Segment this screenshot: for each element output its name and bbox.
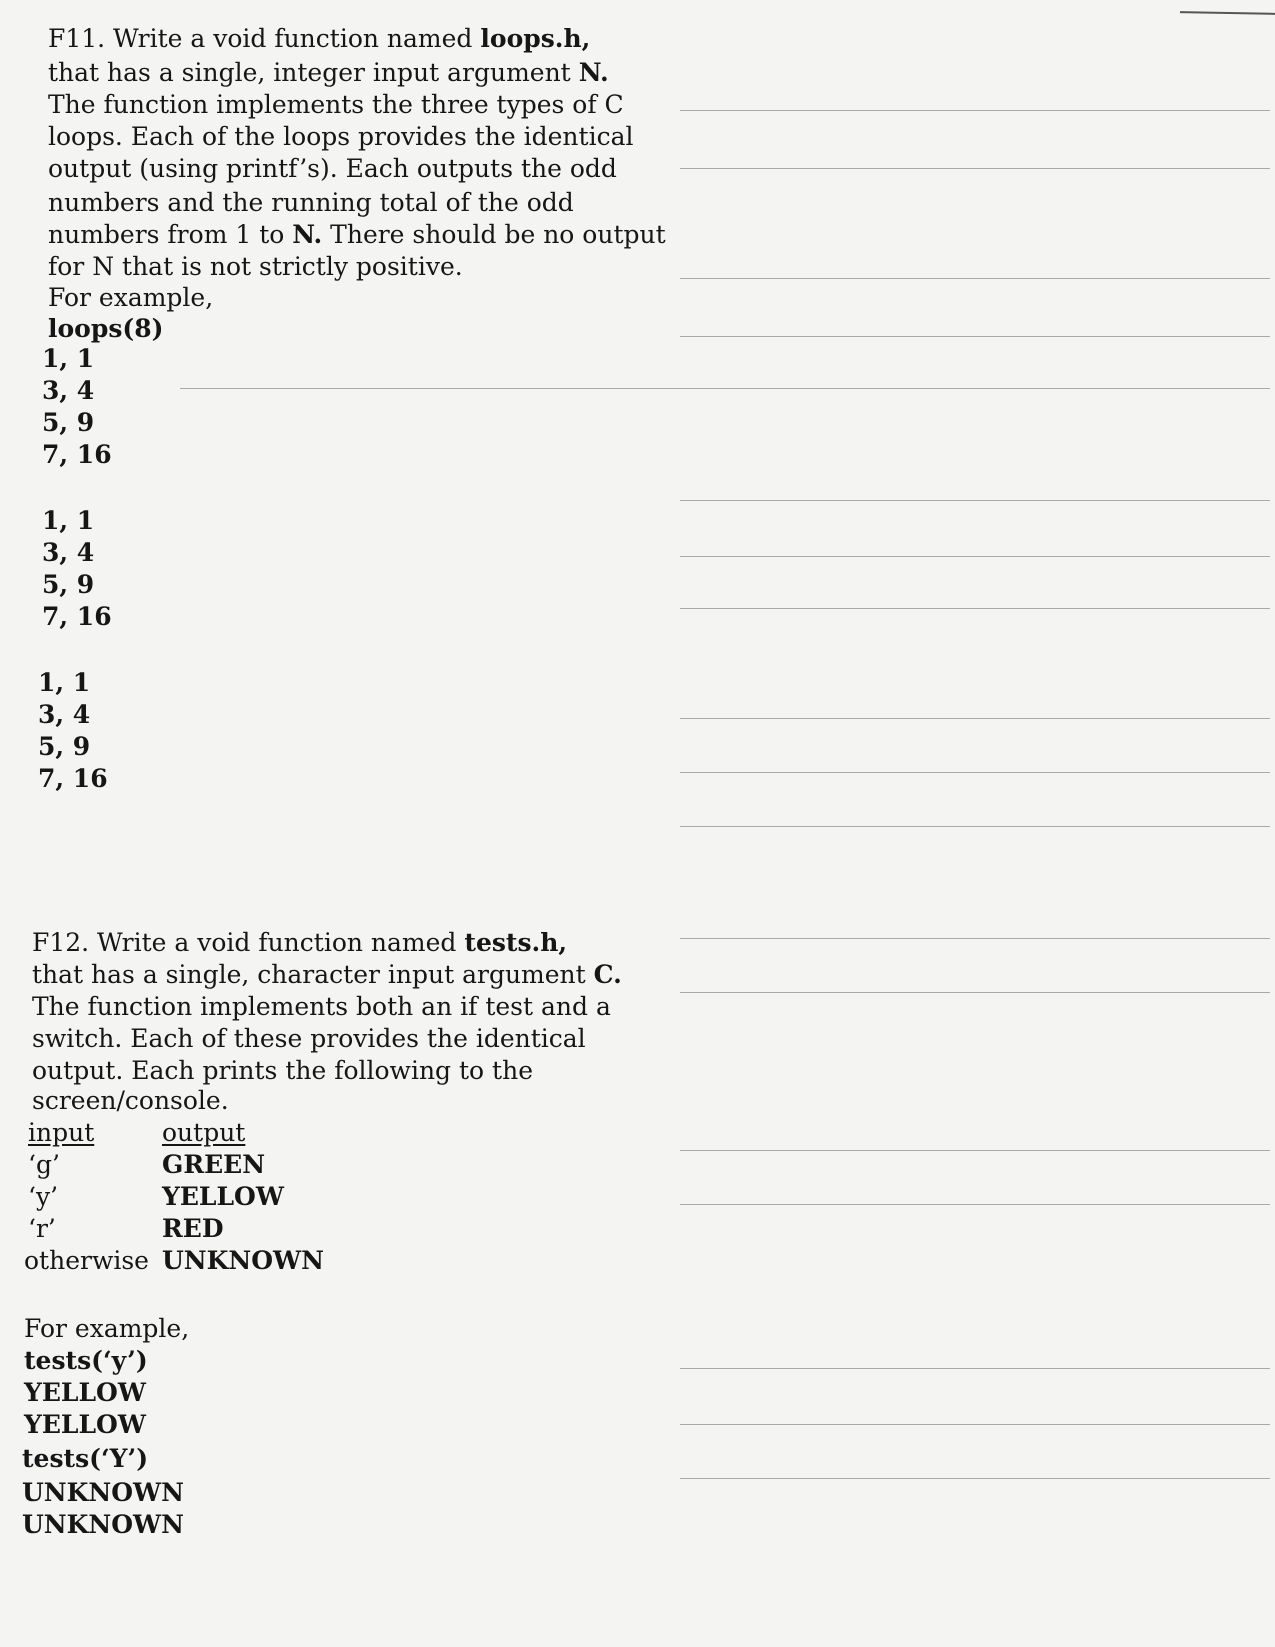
f12-prompt-line: output. Each prints the following to the	[32, 1056, 533, 1085]
output-line: 1, 1	[38, 668, 91, 697]
example-line: tests(‘y’)	[24, 1346, 148, 1375]
answer-line	[680, 278, 1270, 279]
f11-prompt-line: F11. Write a void function named loops.h,	[48, 24, 591, 53]
f12-prompt-line: that has a single, character input argument C.	[32, 960, 622, 989]
answer-line	[680, 608, 1270, 609]
example-line: YELLOW	[24, 1410, 146, 1439]
output-line: 5, 9	[38, 732, 91, 761]
answer-line	[680, 1478, 1270, 1479]
output-line: 1, 1	[42, 344, 95, 373]
example-line: UNKNOWN	[22, 1478, 184, 1507]
answer-line	[680, 992, 1270, 993]
answer-line	[680, 718, 1270, 719]
f11-example-label: For example,	[48, 283, 214, 312]
page-edge-mark	[1180, 11, 1275, 15]
example-line: UNKNOWN	[22, 1510, 184, 1539]
answer-line	[180, 388, 1270, 389]
answer-line	[680, 772, 1270, 773]
output-line: 5, 9	[42, 570, 95, 599]
f11-prompt-line: that has a single, integer input argument N.	[48, 58, 609, 87]
f11-example-call: loops(8)	[48, 314, 164, 343]
output-line: 7, 16	[42, 602, 112, 631]
f12-prompt-line: The function implements both an if test and a	[32, 992, 611, 1021]
answer-line	[680, 1204, 1270, 1205]
f12-prompt-line: F12. Write a void function named tests.h,	[32, 928, 568, 957]
answer-line	[680, 336, 1270, 337]
table-header-output: output	[162, 1118, 246, 1147]
answer-line	[680, 1368, 1270, 1369]
answer-line	[680, 826, 1270, 827]
answer-line	[680, 1424, 1270, 1425]
f11-prompt-line: for N that is not strictly positive.	[48, 252, 463, 281]
output-line: 3, 4	[42, 538, 95, 567]
output-line: 7, 16	[42, 440, 112, 469]
output-line: 7, 16	[38, 764, 108, 793]
answer-line	[680, 168, 1270, 169]
output-line: 5, 9	[42, 408, 95, 437]
answer-line	[680, 110, 1270, 111]
table-row: otherwise UNKNOWN	[24, 1246, 324, 1275]
output-line: 3, 4	[42, 376, 95, 405]
answer-line	[680, 556, 1270, 557]
example-line: YELLOW	[24, 1378, 146, 1407]
answer-line	[680, 500, 1270, 501]
output-line: 1, 1	[42, 506, 95, 535]
table-row: ‘r’ RED	[28, 1214, 224, 1243]
f12-prompt-line: switch. Each of these provides the identical	[32, 1024, 586, 1053]
answer-line	[680, 938, 1270, 939]
f11-prompt-line: output (using printf’s). Each outputs the odd	[48, 154, 617, 183]
output-line: 3, 4	[38, 700, 91, 729]
f12-prompt-line: screen/console.	[32, 1086, 229, 1115]
f12-example-label: For example,	[24, 1314, 190, 1343]
answer-line	[680, 1150, 1270, 1151]
f11-prompt-line: loops. Each of the loops provides the identical	[48, 122, 634, 151]
table-row: ‘y’ YELLOW	[28, 1182, 284, 1211]
example-line: tests(‘Y’)	[22, 1444, 149, 1473]
table-header-row	[28, 1118, 246, 1147]
f11-prompt-line: The function implements the three types of C	[48, 90, 624, 119]
f11-prompt-line: numbers and the running total of the odd	[48, 188, 574, 217]
table-header-input: input	[28, 1118, 95, 1147]
table-row: ‘g’ GREEN	[28, 1150, 266, 1179]
f11-prompt-line: numbers from 1 to N. There should be no output	[48, 220, 666, 249]
